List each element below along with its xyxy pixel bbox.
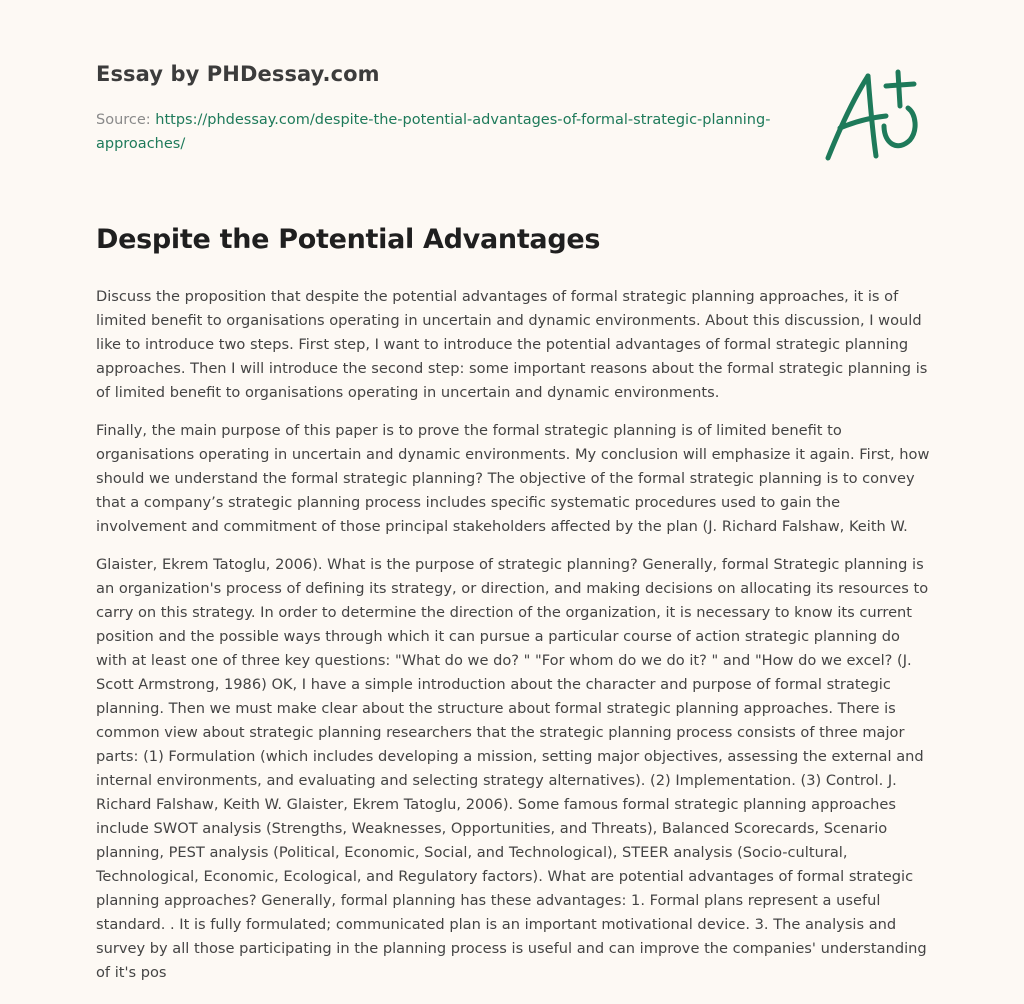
a-plus-grade-icon [818,66,930,166]
essay-paragraph: Finally, the main purpose of this paper is to prove the formal strategic planning is of limited benefit to organisations operating in uncertain and dynamic environments. My conclusion will emphasize it again. First, how should we understand the formal strategic planning? The objective of the formal strategic planning is to convey that a company’s strategic planning process includes specific systematic procedures used to gain the involvement and commitment of those principal stakeholders affected by the plan (J. Richard Falshaw, Keith W. [96,422,930,535]
site-brand: Essay by PHDessay.com [96,62,380,86]
essay-paragraph: Discuss the proposition that despite the potential advantages of formal strategic planning approaches, it is of limited benefit to organisations operating in uncertain and dynamic environments. About this discussion, I would like to introduce two steps. First step, I want to introduce the potential advantages of formal strategic planning approaches. Then I will introduce the second step: some important reasons about the formal strategic planning is of limited benefit to organisations operating in uncertain and dynamic environments. [96,288,928,401]
essay-header [96,62,776,156]
source-line [96,108,776,156]
source-label: Source: [96,112,156,128]
essay-paragraph: Glaister, Ekrem Tatoglu, 2006). What is the purpose of strategic planning? Generally, formal Strategic planning is an organization's process of defining its strategy, or direction, and making decisions on allocating its resources to carry on this strategy. In order to determine the direction of the organization, it is necessary to know its current position and the possible ways through which it can pursue a particular course of action strategic planning do with at least one of three key questions: "What do we do? " "For whom do we do it? " and "How do we excel? (J. Scott Armstrong, 1986) OK, I have a simple introduction about the character and purpose of formal strategic planning. Then we must make clear about the structure about formal strategic planning approaches. There is common view about strategic planning researchers that the strategic planning process consists of three major parts: (1) Formulation (which includes developing a mission, setting major objectives, assessing the external and internal environments, and evaluating and selecting strategy alternatives). (2) Implementation. (3) Control. J. Richard Falshaw, Keith W. Glaister, Ekrem Tatoglu, 2006). Some famous formal strategic planning approaches include SWOT analysis (Strengths, Weaknesses, Opportunities, and Threats), Balanced Scorecards, Scenario planning, PEST analysis (Political, Economic, Social, and Technological), STEER analysis (Socio-cultural, Technological, Economic, Ecological, and Regulatory factors). What are potential advantages of formal strategic planning approaches? Generally, formal planning has these advantages: 1. Formal plans represent a useful standard. . It is fully formulated; communicated plan is an important motivational device. 3. The analysis and survey by all those participating in the planning process is useful and can improve the companies' understanding of it's pos [96,556,929,981]
source-link[interactable]: https://phdessay.com/despite-the-potential-advantages-of-formal-strategic-planning-approaches/ [96,112,771,152]
essay-body [96,285,932,999]
essay-title: Despite the Potential Advantages [96,224,601,255]
